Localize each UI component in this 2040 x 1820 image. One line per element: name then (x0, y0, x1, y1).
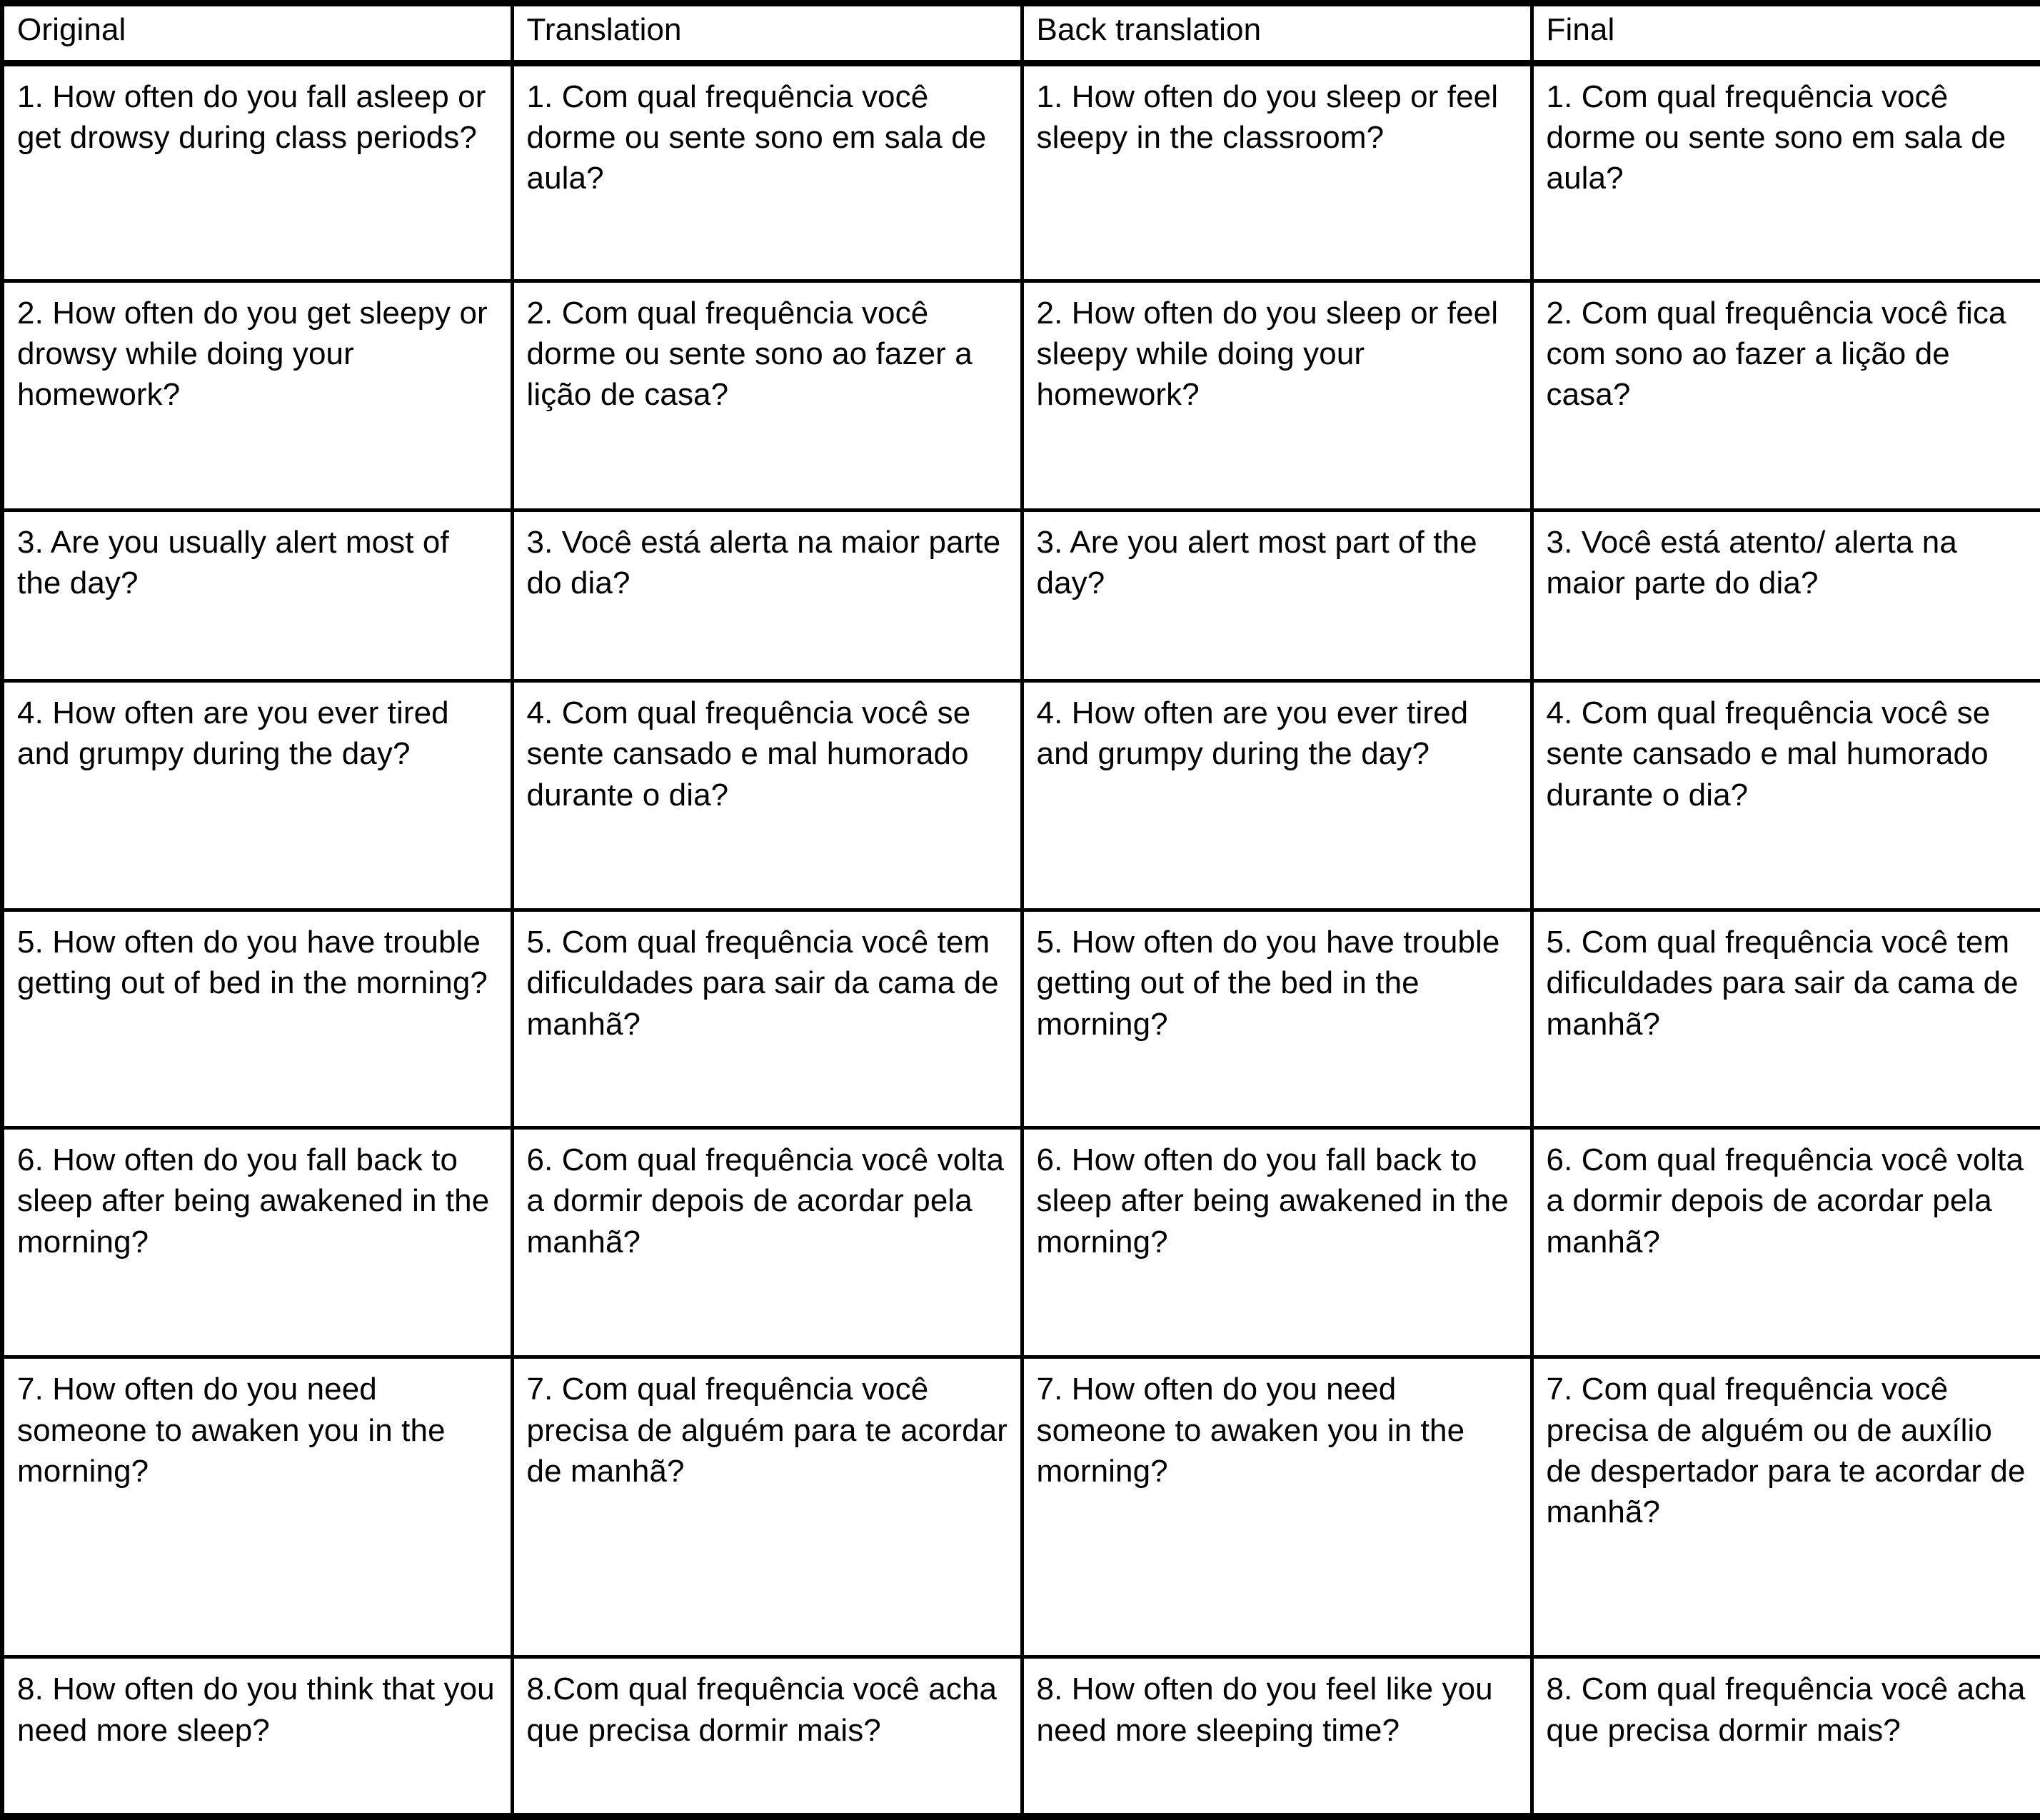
cell-back-translation (1022, 511, 1532, 681)
cell-text-final: 6. Com qual frequência você volta a dormir depois de acordar pela manhã? (1546, 1142, 2024, 1260)
cell-text-final: 7. Com qual frequência você precisa de alguém ou de auxílio de despertador para te acordar de manhã? (1546, 1372, 2026, 1529)
cell-text-final: 5. Com qual frequência você tem dificuldades para sair da cama de manhã? (1546, 925, 2019, 1042)
table-row (2, 681, 2040, 910)
table-header (2, 4, 2040, 64)
cell-original (2, 281, 512, 511)
cell-original (2, 910, 512, 1128)
cell-original (2, 511, 512, 681)
cell-text-back-translation: 3. Are you alert most part of the day? (1036, 525, 1477, 601)
cell-original (2, 1657, 512, 1816)
cell-text-final: 8. Com qual frequência você acha que precisa dormir mais? (1546, 1671, 2026, 1748)
cell-final (1532, 1657, 2040, 1816)
cell-text-translation: 5. Com qual frequência você tem dificuldades para sair da cama de manhã? (526, 925, 999, 1042)
cell-final (1532, 1357, 2040, 1657)
cell-translation (512, 64, 1022, 281)
cell-back-translation (1022, 681, 1532, 910)
cell-text-translation: 3. Você está alerta na maior parte do dia? (526, 525, 1001, 601)
cell-translation (512, 910, 1022, 1128)
column-header-back-translation: Back translation (1022, 4, 1532, 64)
cell-text-final: 4. Com qual frequência você se sente cansado e mal humorado durante o dia? (1546, 695, 1991, 813)
cell-translation (512, 1657, 1022, 1816)
cell-back-translation (1022, 281, 1532, 511)
cell-final (1532, 1128, 2040, 1357)
cell-text-original: 2. How often do you get sleepy or drowsy while doing your homework? (17, 296, 488, 413)
cell-text-translation: 6. Com qual frequência você volta a dormir depois de acordar pela manhã? (526, 1142, 1005, 1260)
cell-text-original: 8. How often do you think that you need more sleep? (17, 1671, 495, 1748)
table-row (2, 281, 2040, 511)
cell-text-back-translation: 8. How often do you feel like you need more sleeping time? (1036, 1671, 1493, 1748)
cell-text-original: 6. How often do you fall back to sleep after being awakened in the morning? (17, 1142, 490, 1260)
cell-original (2, 681, 512, 910)
cell-text-back-translation: 5. How often do you have trouble getting out of the bed in the morning? (1036, 925, 1500, 1042)
cell-text-original: 5. How often do you have trouble getting out of bed in the morning? (17, 925, 488, 1001)
cell-final (1532, 64, 2040, 281)
cell-translation (512, 281, 1022, 511)
cell-text-back-translation: 1. How often do you sleep or feel sleepy in the classroom? (1036, 79, 1499, 156)
table-row (2, 1128, 2040, 1357)
cell-text-back-translation: 2. How often do you sleep or feel sleepy while doing your homework? (1036, 296, 1499, 413)
cell-text-back-translation: 6. How often do you fall back to sleep after being awakened in the morning? (1036, 1142, 1509, 1260)
cell-back-translation (1022, 910, 1532, 1128)
table-row (2, 64, 2040, 281)
table-body (2, 64, 2040, 1817)
cell-back-translation (1022, 1357, 1532, 1657)
cell-translation (512, 511, 1022, 681)
cell-text-back-translation: 7. How often do you need someone to awaken you in the morning? (1036, 1372, 1465, 1489)
column-header-final: Final (1532, 4, 2040, 64)
cell-text-original: 4. How often are you ever tired and grumpy during the day? (17, 695, 449, 772)
cell-original (2, 1357, 512, 1657)
cell-text-translation: 8.Com qual frequência você acha que precisa dormir mais? (526, 1671, 998, 1748)
cell-text-translation: 4. Com qual frequência você se sente cansado e mal humorado durante o dia? (526, 695, 971, 813)
cell-original (2, 64, 512, 281)
table-row (2, 511, 2040, 681)
cell-back-translation (1022, 1128, 1532, 1357)
cell-back-translation (1022, 1657, 1532, 1816)
cell-original (2, 1128, 512, 1357)
cell-final (1532, 910, 2040, 1128)
cell-final (1532, 681, 2040, 910)
cell-text-final: 1. Com qual frequência você dorme ou sente sono em sala de aula? (1546, 79, 2006, 196)
cell-text-original: 1. How often do you fall asleep or get drowsy during class periods? (17, 79, 486, 156)
table-row (2, 910, 2040, 1128)
cell-text-final: 3. Você está atento/ alerta na maior parte do dia? (1546, 525, 1957, 601)
cell-text-translation: 7. Com qual frequência você precisa de alguém para te acordar de manhã? (526, 1372, 1008, 1489)
cell-final (1532, 281, 2040, 511)
cell-text-final: 2. Com qual frequência você fica com sono ao fazer a lição de casa? (1546, 296, 2006, 413)
cell-text-original: 7. How often do you need someone to awaken you in the morning? (17, 1372, 446, 1489)
cell-text-back-translation: 4. How often are you ever tired and grumpy during the day? (1036, 695, 1469, 772)
cell-text-translation: 2. Com qual frequência você dorme ou sente sono ao fazer a lição de casa? (526, 296, 973, 413)
cell-translation (512, 681, 1022, 910)
table-row (2, 1357, 2040, 1657)
table-row (2, 1657, 2040, 1816)
cell-translation (512, 1357, 1022, 1657)
cell-translation (512, 1128, 1022, 1357)
table-header-row (2, 4, 2040, 64)
cell-final (1532, 511, 2040, 681)
cell-text-original: 3. Are you usually alert most of the day? (17, 525, 449, 601)
column-header-translation: Translation (512, 4, 1022, 64)
cell-back-translation (1022, 64, 1532, 281)
column-header-original: Original (2, 4, 512, 64)
cell-text-translation: 1. Com qual frequência você dorme ou sente sono em sala de aula? (526, 79, 987, 196)
